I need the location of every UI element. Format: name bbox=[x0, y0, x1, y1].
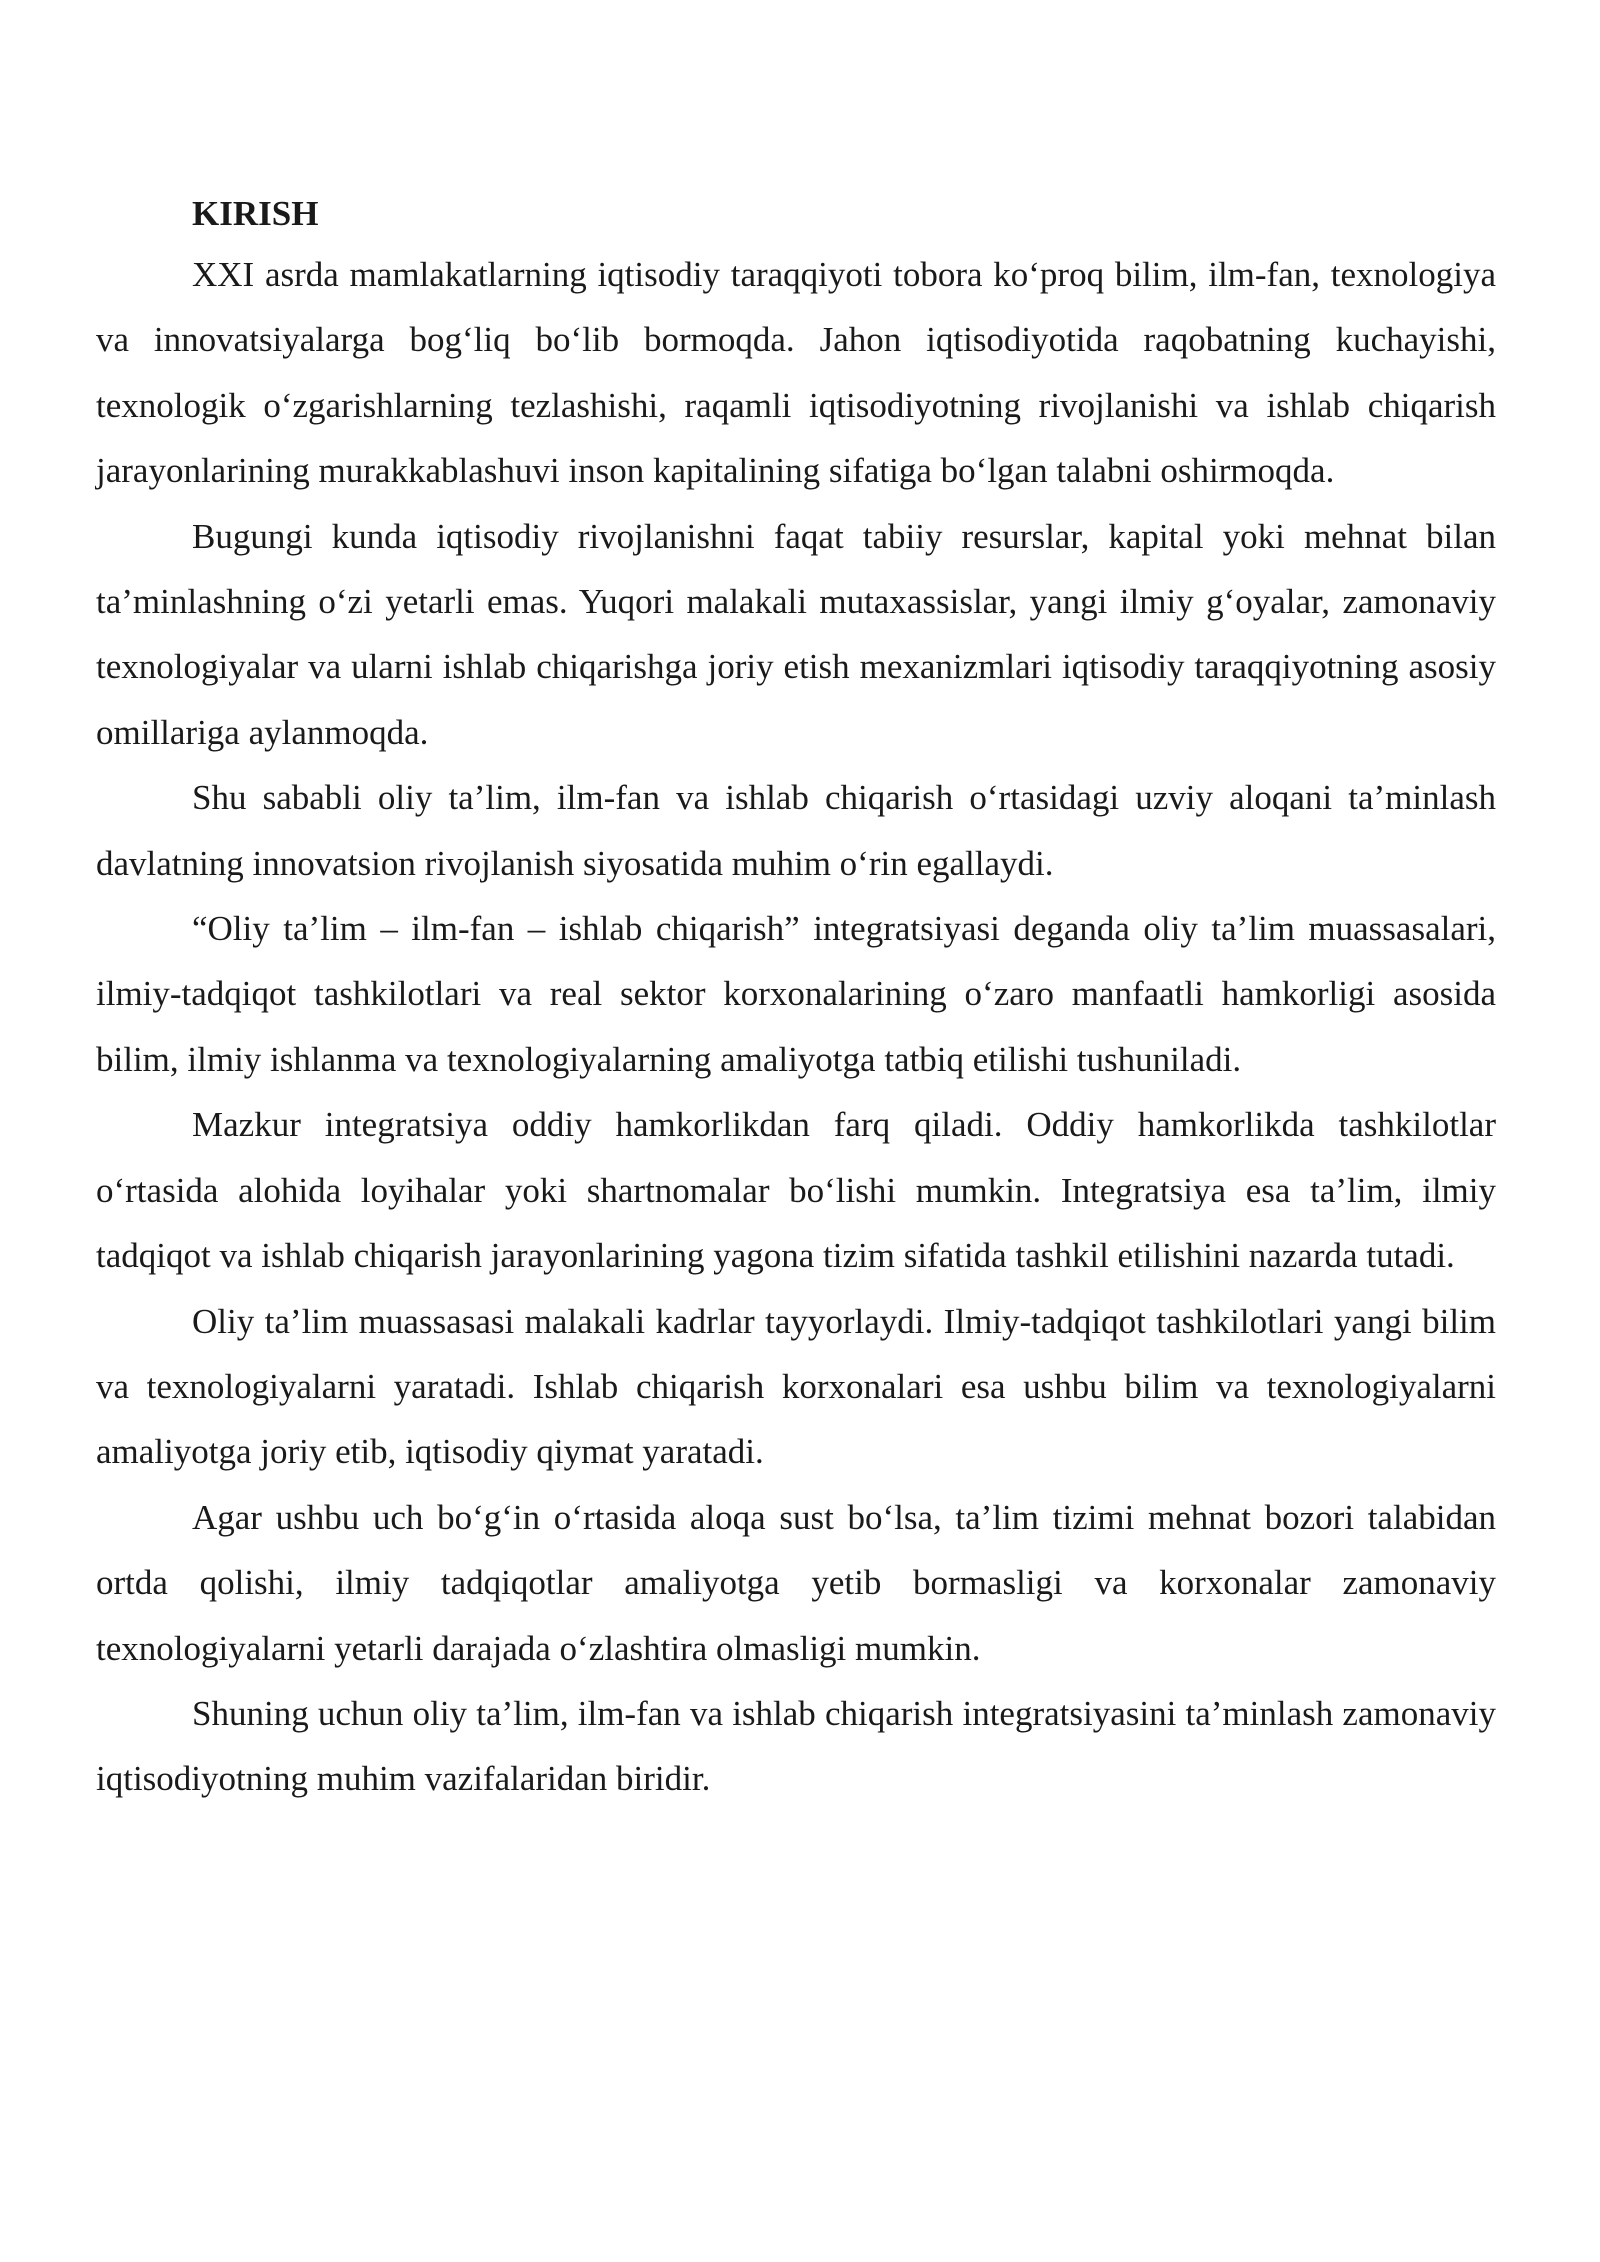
paragraph-7: Agar ushbu uch bo‘g‘in o‘rtasida aloqa sust bo‘lsa, ta’lim tizimi mehnat bozori talabidan ortda qolishi, ilmiy tadqiqotlar amaliyotga yetib bormasligi va korxonalar zamonaviy texnologiyalarni yetarli darajada o‘zlashtira olmasligi mumkin. bbox=[96, 1497, 1496, 1668]
section-heading: KIRISH bbox=[192, 194, 319, 233]
paragraph-3: Shu sababli oliy ta’lim, ilm-fan va ishlab chiqarish o‘rtasidagi uzviy aloqani ta’minlash davlatning innovatsion rivojlanish siyosatida muhim o‘rin egallaydi. bbox=[96, 778, 1496, 883]
paragraph-8: Shuning uchun oliy ta’lim, ilm-fan va ishlab chiqarish integratsiyasini ta’minlash zamonaviy iqtisodiyotning muhim vazifalaridan biridir. bbox=[96, 1693, 1496, 1799]
paragraph-4: “Oliy ta’lim – ilm-fan – ishlab chiqarish” integratsiyasi deganda oliy ta’lim muassasalari, ilmiy-tadqiqot tashkilotlari va real sektor korxonalarining o‘zaro manfaatli hamkorligi asosida bilim, ilmiy ishlanma va texnologiyalarning amaliyotga tatbiq etilishi tushuniladi. bbox=[96, 909, 1496, 1079]
document-page bbox=[96, 186, 1496, 1812]
paragraph-6: Oliy ta’lim muassasasi malakali kadrlar tayyorlaydi. Ilmiy-tadqiqot tashkilotlari yangi bilim va texnologiyalarni yaratadi. Ishlab chiqarish korxonalari esa ushbu bilim va texnologiyalarni amaliyotga joriy etib, iqtisodiy qiymat yaratadi. bbox=[96, 1301, 1496, 1472]
paragraph-5: Mazkur integratsiya oddiy hamkorlikdan farq qiladi. Oddiy hamkorlikda tashkilotlar o‘rtasida alohida loyihalar yoki shartnomalar bo‘lishi mumkin. Integratsiya esa ta’lim, ilmiy tadqiqot va ishlab chiqarish jarayonlarining yagona tizim sifatida tashkil etilishini nazarda tutadi. bbox=[96, 1105, 1496, 1276]
paragraph-1: XXI asrda mamlakatlarning iqtisodiy taraqqiyoti tobora ko‘proq bilim, ilm-fan, texnologiya va innovatsiyalarga bog‘liq bo‘lib bormoqda. Jahon iqtisodiyotida raqobatning kuchayishi, texnologik o‘zgarishlarning tezlashishi, raqamli iqtisodiyotning rivojlanishi va ishlab chiqarish jarayonlarining murakkablashuvi inson kapitalining sifatiga bo‘lgan talabni oshirmoqda. bbox=[96, 255, 1496, 491]
paragraph-2: Bugungi kunda iqtisodiy rivojlanishni faqat tabiiy resurslar, kapital yoki mehnat bilan ta’minlashning o‘zi yetarli emas. Yuqori malakali mutaxassislar, yangi ilmiy g‘oyalar, zamonaviy texnologiyalar va ularni ishlab chiqarishga joriy etish mexanizmlari iqtisodiy taraqqiyotning asosiy omillariga aylanmoqda. bbox=[96, 516, 1496, 752]
